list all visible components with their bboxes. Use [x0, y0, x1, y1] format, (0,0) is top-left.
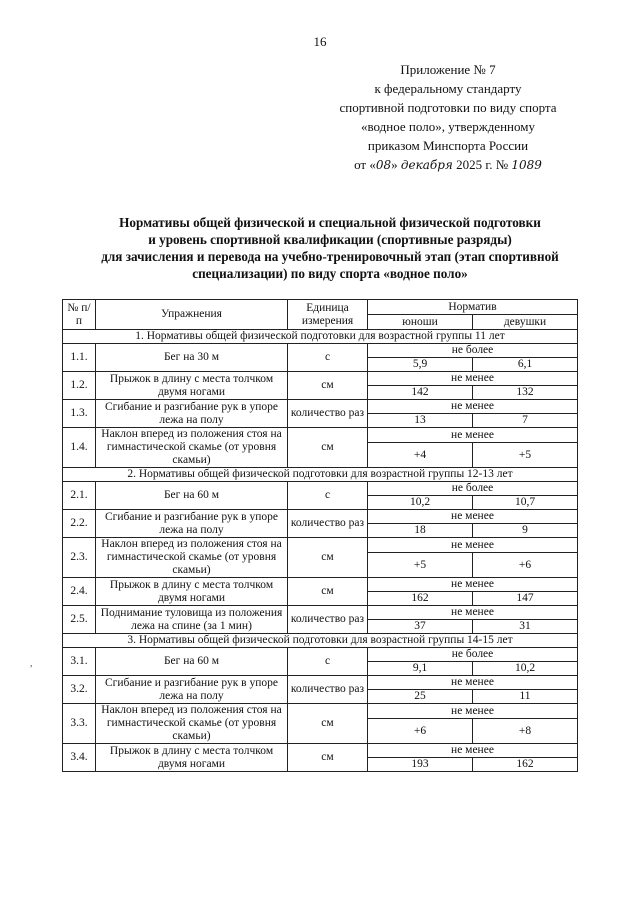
table-row	[63, 704, 578, 719]
row-number: 2.2.	[63, 510, 96, 538]
norm-boys-value: 193	[368, 758, 473, 772]
table-row	[63, 538, 578, 553]
norm-girls-value: 7	[473, 414, 578, 428]
norm-boys-value: 162	[368, 592, 473, 606]
norm-condition: не менее	[368, 578, 578, 592]
section-title: 2. Нормативы общей физической подготовки для возрастной группы 12-13 лет	[63, 468, 578, 482]
appendix-line: к федеральному стандарту	[374, 81, 522, 96]
exercise-name: Сгибание и разгибание рук в упоре лежа на полу	[96, 400, 288, 428]
table-row	[63, 578, 578, 592]
norm-condition: не менее	[368, 606, 578, 620]
exercise-name: Наклон вперед из положения стоя на гимнастической скамье (от уровня скамьи)	[96, 538, 288, 578]
unit: с	[288, 344, 368, 372]
appendix-line: приказом Минспорта России	[367, 138, 529, 153]
unit: см	[288, 704, 368, 744]
exercise-name: Прыжок в длину с места толчком двумя ногами	[96, 372, 288, 400]
norm-girls-value: +8	[473, 719, 578, 744]
exercise-name: Поднимание туловища из положения лежа на спине (за 1 мин)	[96, 606, 288, 634]
norm-boys-value: +6	[368, 719, 473, 744]
norms-table	[62, 299, 578, 772]
section-header-row	[63, 634, 578, 648]
order-date-line	[318, 155, 578, 175]
row-number: 3.4.	[63, 744, 96, 772]
norm-condition: не менее	[368, 538, 578, 553]
row-number: 3.3.	[63, 704, 96, 744]
norm-boys-value: 10,2	[368, 496, 473, 510]
exercise-name: Прыжок в длину с места толчком двумя ногами	[96, 578, 288, 606]
norm-girls-value: +6	[473, 553, 578, 578]
unit: см	[288, 744, 368, 772]
page-number: 16	[313, 34, 327, 49]
unit: с	[288, 648, 368, 676]
title-line: специализации) по виду спорта «водное поло»	[192, 266, 468, 281]
table-body	[63, 330, 578, 772]
norm-girls-value: +5	[473, 443, 578, 468]
norm-girls-value: 11	[473, 690, 578, 704]
norm-condition: не менее	[368, 400, 578, 414]
unit: количество раз	[288, 676, 368, 704]
appendix-line: «водное поло», утвержденному	[361, 119, 535, 134]
appendix-line: спортивной подготовки по виду спорта	[339, 100, 557, 115]
exercise-name: Сгибание и разгибание рук в упоре лежа на полу	[96, 676, 288, 704]
norm-condition: не менее	[368, 676, 578, 690]
row-number: 1.1.	[63, 344, 96, 372]
norm-condition: не более	[368, 648, 578, 662]
unit: с	[288, 482, 368, 510]
header-num: № п/п	[63, 300, 96, 330]
table-row	[63, 648, 578, 662]
row-number: 2.1.	[63, 482, 96, 510]
norm-girls-value: 6,1	[473, 358, 578, 372]
norm-boys-value: +5	[368, 553, 473, 578]
handwritten-order-number: 1089	[511, 158, 542, 172]
norm-girls-value: 10,7	[473, 496, 578, 510]
unit: см	[288, 372, 368, 400]
table-row	[63, 606, 578, 620]
unit: количество раз	[288, 400, 368, 428]
table-row	[63, 372, 578, 386]
table-row	[63, 744, 578, 758]
norm-condition: не менее	[368, 510, 578, 524]
header-unit: Единица измерения	[288, 300, 368, 330]
row-number: 2.5.	[63, 606, 96, 634]
section-header-row	[63, 330, 578, 344]
handwritten-day: 08	[375, 158, 392, 172]
table-row	[63, 400, 578, 414]
norm-boys-value: 9,1	[368, 662, 473, 676]
exercise-name: Наклон вперед из положения стоя на гимнастической скамье (от уровня скамьи)	[96, 704, 288, 744]
row-number: 2.4.	[63, 578, 96, 606]
title-line: для зачисления и перевода на учебно-тренировочный этап (этап спортивной	[101, 249, 559, 264]
norm-boys-value: 18	[368, 524, 473, 538]
header-exercise: Упражнения	[96, 300, 288, 330]
norm-girls-value: 147	[473, 592, 578, 606]
norm-boys-value: 37	[368, 620, 473, 634]
unit: количество раз	[288, 510, 368, 538]
norm-boys-value: 25	[368, 690, 473, 704]
table-row	[63, 482, 578, 496]
unit: см	[288, 428, 368, 468]
handwritten-month: декабря	[400, 158, 453, 172]
norm-girls-value: 132	[473, 386, 578, 400]
row-number: 1.2.	[63, 372, 96, 400]
row-number: 1.3.	[63, 400, 96, 428]
header-norm: Норматив	[368, 300, 578, 315]
date-prefix: от «	[354, 157, 376, 172]
norm-condition: не менее	[368, 428, 578, 443]
header-girls: девушки	[473, 315, 578, 330]
row-number: 2.3.	[63, 538, 96, 578]
exercise-name: Бег на 60 м	[96, 482, 288, 510]
table-row	[63, 676, 578, 690]
section-header-row	[63, 468, 578, 482]
appendix-header	[318, 60, 578, 175]
exercise-name: Бег на 60 м	[96, 648, 288, 676]
norm-condition: не менее	[368, 744, 578, 758]
exercise-name: Наклон вперед из положения стоя на гимнастической скамье (от уровня скамьи)	[96, 428, 288, 468]
unit: количество раз	[288, 606, 368, 634]
appendix-title: Приложение № 7	[400, 62, 496, 77]
date-mid: »	[391, 157, 401, 172]
title-line: и уровень спортивной квалификации (спортивные разряды)	[148, 232, 512, 247]
unit: см	[288, 538, 368, 578]
document-title	[60, 214, 600, 282]
norm-condition: не более	[368, 344, 578, 358]
section-title: 1. Нормативы общей физической подготовки для возрастной группы 11 лет	[63, 330, 578, 344]
header-boys: юноши	[368, 315, 473, 330]
norm-boys-value: 13	[368, 414, 473, 428]
unit: см	[288, 578, 368, 606]
norm-boys-value: +4	[368, 443, 473, 468]
norm-girls-value: 9	[473, 524, 578, 538]
norm-condition: не менее	[368, 704, 578, 719]
norm-girls-value: 10,2	[473, 662, 578, 676]
norm-girls-value: 162	[473, 758, 578, 772]
norm-boys-value: 5,9	[368, 358, 473, 372]
row-number: 1.4.	[63, 428, 96, 468]
exercise-name: Прыжок в длину с места толчком двумя ногами	[96, 744, 288, 772]
row-number: 3.2.	[63, 676, 96, 704]
table-row	[63, 428, 578, 443]
table-row	[63, 344, 578, 358]
section-title: 3. Нормативы общей физической подготовки для возрастной группы 14-15 лет	[63, 634, 578, 648]
norm-condition: не более	[368, 482, 578, 496]
row-number: 3.1.	[63, 648, 96, 676]
table-row	[63, 510, 578, 524]
stray-mark: ,	[30, 658, 33, 669]
norm-girls-value: 31	[473, 620, 578, 634]
norm-boys-value: 142	[368, 386, 473, 400]
norm-condition: не менее	[368, 372, 578, 386]
exercise-name: Сгибание и разгибание рук в упоре лежа на полу	[96, 510, 288, 538]
title-line: Нормативы общей физической и специальной физической подготовки	[119, 215, 541, 230]
date-year: 2025 г. №	[452, 157, 512, 172]
exercise-name: Бег на 30 м	[96, 344, 288, 372]
